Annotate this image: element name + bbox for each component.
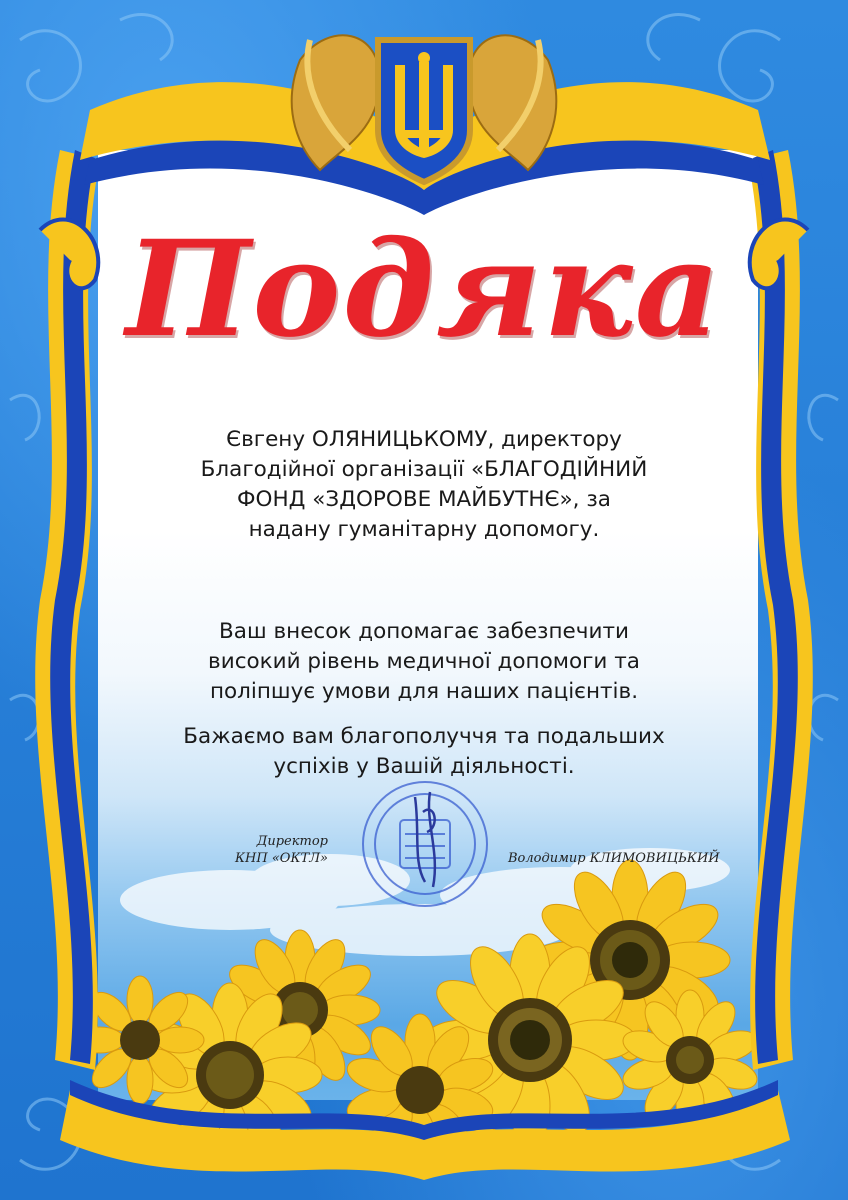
message-paragraph xyxy=(0,617,848,707)
trident-icon xyxy=(395,52,453,158)
signatory-organization: КНП «ОКТЛ» xyxy=(234,851,328,866)
certificate-title: Подяка xyxy=(125,212,723,367)
message-line: поліпшує умови для наших пацієнтів. xyxy=(209,679,639,704)
message-line: високий рівень медичної допомоги та xyxy=(208,649,640,674)
signatory-name: Володимир КЛИМОВИЦЬКИЙ xyxy=(508,851,720,866)
recipient-line: ФОНД «ЗДОРОВЕ МАЙБУТНЄ», за xyxy=(237,487,611,512)
signatory-position: Директор xyxy=(256,834,328,849)
recipient-line: Євгену ОЛЯНИЦЬКОМУ, директору xyxy=(226,427,622,452)
signature-scribble xyxy=(415,792,435,887)
message-line: Ваш внесок допомагає забезпечити xyxy=(219,619,629,644)
signatory-title-block xyxy=(228,833,328,867)
recipient-line: Благодійної організації «БЛАГОДІЙНИЙ xyxy=(200,457,648,482)
recipient-paragraph xyxy=(0,425,848,545)
coat-of-arms-emblem xyxy=(292,35,557,182)
wish-line: успіхів у Вашій діяльності. xyxy=(273,754,575,779)
recipient-line: надану гуманітарну допомогу. xyxy=(248,517,600,542)
wish-line: Бажаємо вам благополуччя та подальших xyxy=(183,724,665,749)
official-stamp xyxy=(345,772,505,912)
